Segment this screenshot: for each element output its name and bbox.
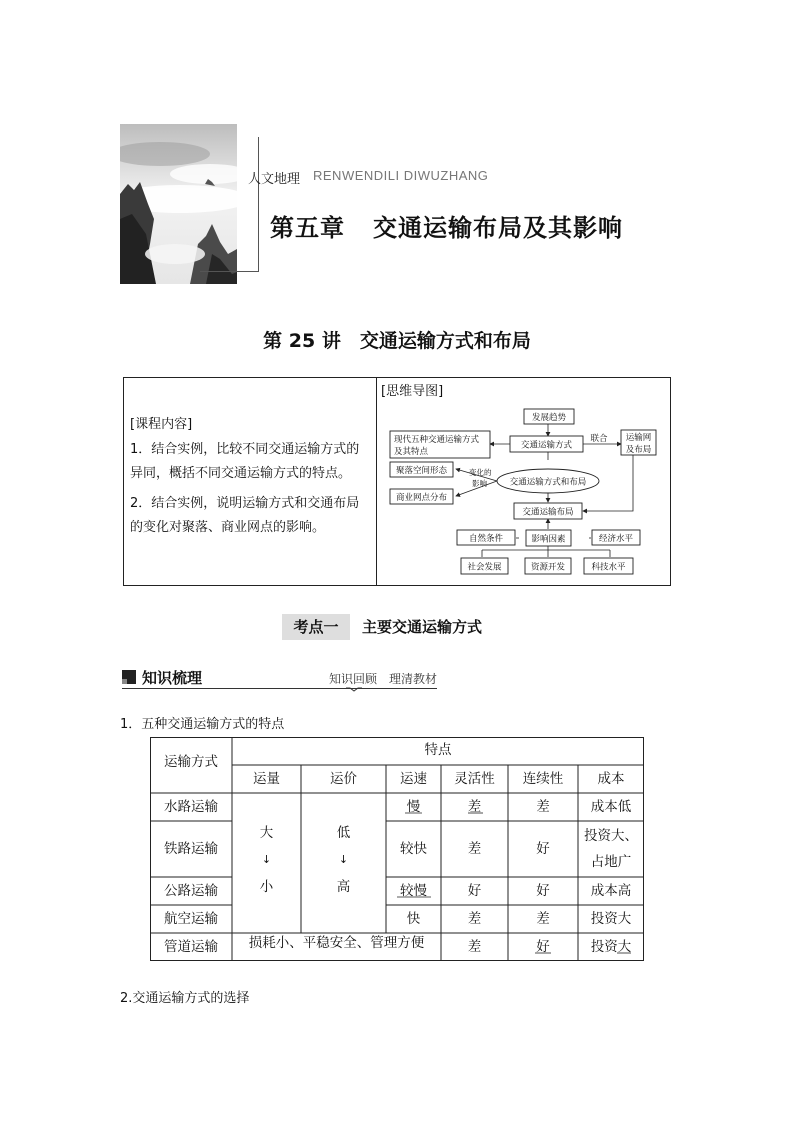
down-arrow-icon: ↓: [261, 853, 272, 866]
item-heading: 2.交通运输方式的选择: [120, 991, 250, 1006]
header-frame-line: [200, 271, 259, 272]
exam-point-title: 主要交通运输方式: [362, 618, 483, 636]
course-item: 2．结合实例，说明运输方式和交通布局的变化对聚落、商业网点的影响。: [130, 496, 360, 535]
table-cell: 成本低: [590, 799, 632, 815]
table-row-header: 公路运输: [164, 883, 218, 899]
knowledge-subtitle: 知识回顾 理清教材: [329, 672, 438, 686]
exam-point-header: [282, 614, 506, 640]
mindmap-text: 资源开发: [530, 562, 566, 573]
table-cell: 好: [536, 939, 550, 955]
table-row-header: 铁路运输: [164, 841, 218, 857]
table-corner: 运输方式: [164, 754, 218, 770]
mindmap-text: 交通运输方式: [520, 440, 573, 451]
price-bottom: 高: [336, 879, 351, 895]
square-bullet-icon: [122, 670, 136, 684]
mindmap-text: 聚落空间形态: [395, 466, 448, 476]
table-cell: 成本高: [590, 883, 632, 899]
table-cell: 较慢: [400, 883, 427, 899]
table-row-header: 航空运输: [164, 911, 218, 927]
mindmap-text: 商业网点分布: [395, 493, 448, 503]
table-col-header: 灵活性: [454, 771, 495, 787]
table-row-header: 水路运输: [164, 799, 218, 815]
mindmap-diagram: [377, 378, 669, 584]
table-cell: 差: [467, 799, 482, 815]
table-cell: 差: [536, 911, 550, 927]
table-cell: 差: [536, 799, 550, 815]
pipeline-merged-cell: 损耗小、平稳安全、管理方便: [248, 935, 425, 951]
table-cell: 好: [467, 883, 482, 899]
table-group-header: 特点: [424, 742, 452, 758]
mindmap-heading: [思维导图]: [381, 384, 444, 399]
table-cell: 好: [536, 841, 550, 857]
knowledge-underline: [122, 688, 437, 689]
table-cell: 差: [467, 841, 482, 857]
mindmap-text: 发展趋势: [531, 413, 567, 423]
table-cell: 较快: [400, 841, 427, 857]
exam-point-label: 考点一: [282, 614, 350, 640]
course-item: 1．结合实例，比较不同交通运输方式的异同，概括不同交通运输方式的特点。: [130, 442, 360, 481]
category-pinyin: RENWENDILI DIWUZHANG: [313, 168, 489, 183]
item-heading: 1．五种交通运输方式的特点: [120, 717, 285, 732]
chapter-number: 第五章: [270, 214, 345, 242]
mindmap-text: 经济水平: [598, 534, 634, 544]
underline-notch: [346, 684, 362, 692]
mindmap-text: 影响因素: [531, 534, 566, 545]
knowledge-title: 知识梳理: [142, 669, 203, 687]
mindmap-text: 影响: [472, 479, 487, 488]
table-cell: 慢: [406, 799, 421, 815]
table-col-header: 运量: [253, 771, 280, 787]
lecture-title: 第 25 讲 交通运输方式和布局: [263, 330, 531, 352]
mindmap-text: 科技水平: [591, 562, 626, 573]
table-cell: 投资大: [590, 939, 632, 955]
transport-features-table: [150, 737, 645, 962]
mindmap-text: 交通运输布局: [522, 507, 574, 518]
chapter-heading: [270, 208, 623, 243]
price-top: 低: [336, 825, 351, 841]
mindmap-text: 交通运输方式和布局: [509, 477, 587, 488]
mindmap-text: 变化的: [469, 468, 492, 477]
course-content-heading: [课程内容]: [130, 417, 193, 432]
mindmap-text: 现代五种交通运输方式: [394, 435, 480, 445]
header-frame-line: [258, 137, 259, 271]
table-col-header: 运价: [330, 771, 357, 787]
table-cell: 差: [467, 939, 482, 955]
table-cell: 投资大: [590, 911, 632, 927]
table-col-header: 成本: [597, 771, 625, 787]
mindmap-text: 自然条件: [468, 534, 504, 544]
mindmap-text: 社会发展: [467, 562, 502, 573]
mindmap-text: 及其特点: [394, 447, 429, 457]
table-cell: 投资大、: [584, 828, 638, 844]
table-cell: 占地广: [590, 854, 632, 870]
mountain-clouds-image: [120, 124, 237, 284]
volume-bottom: 小: [259, 879, 274, 895]
down-arrow-icon: ↓: [338, 853, 349, 866]
volume-top: 大: [259, 825, 274, 841]
table-col-header: 连续性: [522, 771, 564, 787]
category-label: 人文地理: [248, 172, 301, 187]
table-cell: 差: [467, 911, 482, 927]
table-cell: 快: [406, 911, 421, 927]
chapter-title: 交通运输布局及其影响: [373, 214, 623, 242]
table-col-header: 运速: [400, 771, 427, 787]
table-row-header: 管道运输: [164, 939, 218, 955]
table-cell: 好: [536, 883, 550, 899]
mindmap-text: 运输网: [625, 433, 652, 443]
mindmap-text: 联合: [590, 434, 608, 444]
mindmap-text: 及布局: [625, 445, 652, 455]
